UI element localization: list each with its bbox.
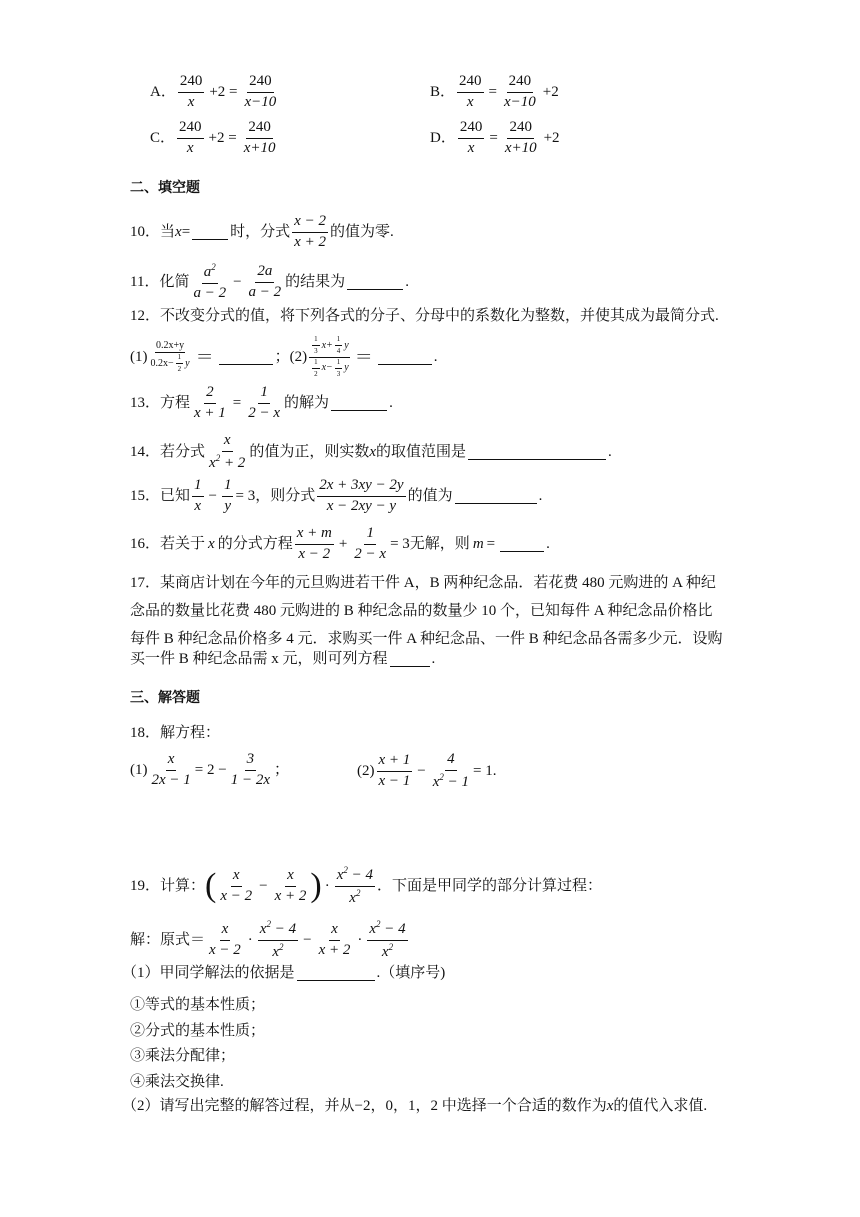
question-text: 15．已知 (130, 487, 191, 504)
denominator: 3 (336, 370, 341, 379)
numerator: x (222, 433, 233, 452)
answer-blank[interactable] (390, 652, 430, 667)
denominator: x (272, 943, 280, 960)
fraction (335, 359, 343, 379)
denominator: a − 2 (248, 283, 282, 300)
denominator: x − 2 (298, 545, 331, 562)
operator: = 3 (235, 487, 256, 504)
question-text: 的值为正，则实数 (249, 443, 370, 460)
fraction (335, 866, 375, 907)
option-1: ①等式的基本性质； (130, 997, 266, 1013)
numerator: x (336, 867, 344, 883)
q9-option-d (430, 120, 563, 157)
fraction (246, 385, 282, 422)
fraction (309, 336, 350, 378)
operator: = 2 − (194, 761, 227, 778)
denominator: x + 2 (318, 941, 351, 958)
operator: = (181, 223, 191, 240)
exponent: 2 (355, 887, 361, 898)
question-14 (130, 433, 612, 472)
question-text: . (608, 443, 612, 460)
question-text: （2）请写出完整的解答过程，并从−2，0，1，2 中选择一个合适的数作为 (122, 1098, 607, 1114)
operator: · (324, 877, 330, 894)
fraction (192, 478, 204, 515)
operator: − (208, 487, 217, 504)
numerator-term: − 4 (347, 867, 373, 883)
operator: · (357, 931, 363, 948)
answer-blank[interactable] (347, 275, 403, 290)
fraction (177, 120, 204, 157)
q9-option-b (430, 74, 562, 111)
question-text: ； (273, 761, 289, 778)
question-19 (130, 866, 602, 907)
question-text: ，则分式 (255, 487, 316, 504)
numerator: 2 (204, 385, 216, 404)
numerator: 1 (258, 385, 270, 404)
solution-text: 解：原式＝ (130, 931, 206, 948)
fraction (207, 433, 247, 472)
denominator: x − 2 (220, 887, 253, 904)
question-15 (130, 478, 542, 515)
term: 0.2x− (150, 357, 174, 369)
fraction (242, 120, 278, 157)
variable: y (185, 357, 190, 369)
question-16 (130, 526, 550, 563)
fraction (150, 341, 191, 374)
numerator: 1 (176, 354, 184, 364)
denominator: x+10 (243, 139, 276, 156)
fraction (176, 354, 184, 374)
question-18-title: 18．解方程： (130, 725, 221, 741)
denominator: 2 − x (248, 404, 281, 421)
denominator: a − 2 (193, 284, 227, 301)
answer-blank[interactable] (455, 489, 537, 504)
part-label: (1) (130, 761, 148, 778)
variable: x (606, 1098, 614, 1114)
question-text: .（填序号) (376, 965, 446, 981)
numerator: a (203, 264, 212, 280)
variable: x (208, 535, 215, 552)
denominator: x (209, 454, 216, 471)
question-text: 的分式方程 (217, 535, 293, 552)
denominator: x + 1 (194, 404, 226, 421)
denominator: x+10 (504, 139, 537, 156)
operator: = (488, 83, 497, 100)
denominator: 1 − 2x (230, 771, 270, 788)
question-text: . (492, 762, 497, 779)
option-2: ②分式的基本性质； (130, 1023, 266, 1039)
separator: ； (274, 348, 290, 365)
numerator: 0.2x+y (155, 341, 185, 354)
numerator: 240 (507, 120, 534, 139)
answer-blank[interactable] (192, 225, 228, 240)
operator: = 1 (473, 762, 493, 779)
operator: +2 = (208, 129, 237, 146)
operator: +2 (543, 129, 560, 146)
operator: ＝ (354, 347, 373, 368)
fraction (150, 752, 193, 789)
fraction (218, 868, 254, 905)
operator: · (247, 931, 253, 948)
numerator: 1 (312, 336, 320, 346)
denominator: x (349, 889, 356, 906)
numerator: 240 (246, 120, 273, 139)
fraction (312, 336, 320, 356)
numerator: 3 (245, 752, 257, 771)
fraction (431, 752, 471, 791)
denominator: 2 (177, 365, 182, 374)
numerator: x (220, 922, 231, 941)
operator: = (489, 129, 498, 146)
fraction (292, 214, 328, 251)
numerator (309, 336, 350, 358)
denominator (150, 353, 191, 374)
numerator: x + 1 (377, 753, 413, 772)
question-text: ．下面是甲同学的部分计算过程： (377, 877, 603, 894)
question-text: 的解为 (284, 394, 330, 411)
question-12-parts (130, 336, 438, 378)
denominator: x−10 (244, 93, 277, 110)
fraction (352, 526, 388, 563)
part-label: (2) (289, 348, 308, 365)
question-text: 无解，则 (409, 535, 470, 552)
operator: +2 (542, 83, 559, 100)
numerator: 4 (445, 752, 457, 771)
term: x− (321, 362, 333, 374)
denominator: 2 − x (354, 545, 387, 562)
fraction (377, 753, 413, 790)
exponent: 2 (439, 771, 444, 782)
denominator: x (466, 93, 474, 110)
denominator: x − 1 (378, 772, 411, 789)
right-paren: ) (310, 867, 322, 905)
denominator: 2 (314, 370, 318, 379)
option-letter: B． (430, 83, 456, 100)
question-text: 的取值范围是 (376, 443, 467, 460)
fraction (258, 920, 298, 961)
operator: = (232, 394, 242, 411)
variable: m (472, 535, 484, 552)
numerator: x (329, 922, 340, 941)
denominator: x (432, 773, 440, 790)
exponent: 2 (343, 865, 348, 875)
denominator (309, 358, 350, 379)
fraction (295, 526, 334, 563)
numerator: 2x + 3xy − 2y (317, 478, 405, 497)
fraction (273, 868, 309, 905)
denominator-term: − 1 (443, 773, 470, 790)
numerator: x (259, 921, 267, 937)
answer-blank[interactable] (297, 966, 375, 981)
denominator: x (186, 139, 194, 156)
question-text: . (405, 273, 409, 290)
numerator: x (166, 752, 177, 771)
fraction (247, 264, 284, 301)
numerator: 240 (178, 74, 205, 93)
operator: − (233, 273, 242, 290)
fraction (207, 922, 243, 959)
denominator-term: + 2 (220, 454, 246, 471)
option-letter: A． (150, 83, 176, 100)
answer-blank[interactable] (500, 537, 544, 552)
fraction (229, 752, 272, 789)
numerator: 240 (177, 120, 204, 139)
fraction (243, 74, 279, 111)
question-text: . (546, 535, 550, 552)
denominator: x − 2 (209, 941, 241, 958)
question-text: 买一件 B 种纪念品需 x 元，则可列方程 (130, 651, 388, 667)
question-text: 时，分式 (230, 223, 291, 240)
question-18-part-2 (357, 752, 497, 791)
question-12-text: 12．不改变分式的值，将下列各式的分子、分母中的系数化为整数，并使其成为最简分式. (130, 308, 719, 324)
numerator-term: − 4 (270, 921, 297, 937)
question-text: . (433, 348, 438, 365)
numerator: x (231, 868, 242, 887)
question-text: . (389, 394, 393, 411)
denominator: x (187, 93, 195, 110)
option-letter: D． (430, 129, 456, 146)
denominator: x (194, 497, 202, 514)
exponent: 2 (266, 919, 271, 929)
variable: y (344, 339, 349, 351)
fraction (335, 336, 343, 356)
question-13 (130, 385, 393, 422)
variable: y (344, 362, 349, 374)
variable: x (175, 223, 182, 240)
term: x+ (321, 339, 333, 351)
operator: − (259, 877, 268, 894)
part-label: (1) (130, 348, 148, 365)
question-17-line-3: 每件 B 种纪念品价格多 4 元．求购买一件 A 种纪念品、一件 B 种纪念品各需多少元．设购 (130, 631, 723, 647)
question-text: 的结果为 (285, 273, 346, 290)
numerator: 1 (335, 336, 343, 346)
answer-blank[interactable] (378, 350, 432, 365)
numerator: x (285, 868, 296, 887)
operator: − (303, 931, 312, 948)
question-11 (130, 263, 409, 302)
operator: +2 = (209, 83, 238, 100)
question-text: 10．当 (130, 223, 176, 240)
denominator: x (381, 943, 389, 960)
fraction (457, 74, 484, 111)
numerator: 240 (458, 120, 485, 139)
numerator: 1 (192, 478, 204, 497)
question-text: 的值代入求值. (613, 1098, 708, 1114)
denominator: 4 (336, 347, 341, 356)
numerator-term: − 4 (380, 921, 406, 937)
numerator: 1 (222, 478, 234, 497)
denominator: x (467, 139, 475, 156)
numerator: 1 (335, 359, 343, 369)
question-10 (130, 214, 394, 251)
part-label: (2) (357, 762, 375, 779)
section-title: 二、填空题 (130, 181, 200, 196)
answer-blank[interactable] (331, 396, 387, 411)
question-18-part-1 (130, 752, 289, 789)
question-text: （1）甲同学解法的依据是 (122, 965, 295, 981)
operator: − (417, 762, 426, 779)
fraction (458, 120, 485, 157)
question-text: 19．计算： (130, 877, 206, 894)
operator: = (486, 535, 496, 552)
question-text: 的值为 (407, 487, 453, 504)
exponent: 2 (279, 941, 284, 952)
fraction (502, 74, 538, 111)
denominator: 3 (314, 347, 318, 356)
operator: + (338, 535, 348, 552)
q9-option-a (150, 74, 280, 111)
denominator: y (224, 497, 232, 514)
fraction (317, 922, 353, 959)
section-title: 三、解答题 (130, 691, 200, 706)
left-paren: ( (205, 867, 217, 905)
question-17-line-2: 念品的数量比花费 480 元购进的 B 种纪念品的数量少 10 个，已知每件 A 种纪念品价格比 (130, 603, 713, 619)
question-17-line-4 (130, 652, 435, 667)
question-text: . (538, 487, 543, 504)
fraction (312, 359, 320, 379)
numerator: x + m (295, 526, 334, 545)
question-17-line-1: 17．某商店计划在今年的元旦购进若干件 A，B 两种纪念品．若花费 480 元购进的 A 种纪 (130, 575, 716, 591)
option-3: ③乘法分配律； (130, 1048, 236, 1064)
exponent: 2 (211, 262, 216, 272)
variable: x (369, 443, 376, 460)
numerator: 1 (364, 526, 376, 545)
fraction (222, 478, 234, 515)
numerator: 1 (312, 359, 320, 369)
denominator: 2x − 1 (151, 771, 191, 788)
question-text: . (431, 651, 436, 667)
numerator: 240 (247, 74, 274, 93)
fraction (503, 120, 539, 157)
denominator: x + 2 (294, 233, 326, 250)
answer-blank[interactable] (468, 445, 606, 460)
question-text: 14．若分式 (130, 443, 206, 460)
fraction (367, 920, 407, 961)
denominator: x + 2 (274, 887, 307, 904)
question-text: 的值为零. (329, 223, 394, 240)
answer-blank[interactable] (219, 350, 273, 365)
numerator: x − 2 (292, 214, 328, 233)
fraction (192, 385, 228, 422)
denominator: x − 2xy − y (326, 497, 397, 514)
question-19-sub-1 (122, 966, 445, 981)
numerator: 2a (255, 264, 274, 283)
question-text: 13．方程 (130, 394, 191, 411)
q9-option-c (150, 120, 279, 157)
question-19-solution (130, 920, 410, 961)
numerator: 240 (457, 74, 484, 93)
question-text: 11．化简 (130, 273, 190, 290)
question-19-sub-2 (122, 1099, 707, 1114)
option-4: ④乘法交换律. (130, 1074, 224, 1090)
numerator: x (369, 921, 377, 937)
question-text: 16．若关于 (130, 535, 206, 552)
exponent: 2 (376, 919, 381, 929)
fraction (191, 263, 228, 302)
exponent: 2 (215, 452, 221, 463)
option-letter: C． (150, 129, 176, 146)
numerator: 240 (507, 74, 534, 93)
denominator: x−10 (503, 93, 536, 110)
operator: = 3 (390, 535, 410, 552)
operator: ＝ (195, 347, 214, 368)
exponent: 2 (388, 941, 394, 952)
fraction (317, 478, 405, 515)
fraction (178, 74, 205, 111)
